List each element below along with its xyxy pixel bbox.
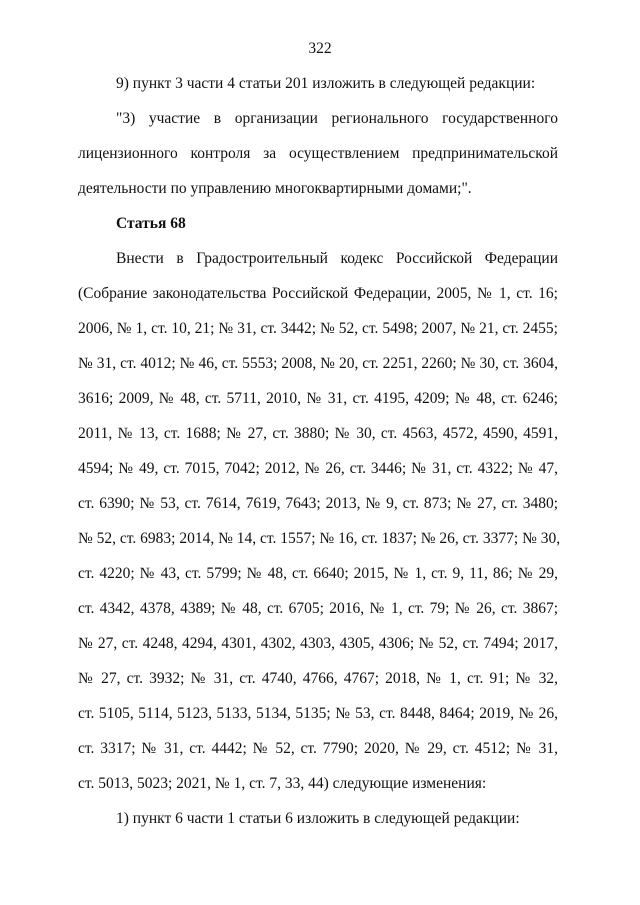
text-line: ст. 3317; № 31, ст. 4442; № 52, ст. 7790; 2020, № 29, ст. 4512; № 31, bbox=[78, 740, 558, 757]
text-line: № 52, ст. 6983; 2014, № 14, ст. 1557; № 16, ст. 1837; № 26, ст. 3377; № 30, bbox=[78, 530, 561, 547]
text-line: ст. 5105, 5114, 5123, 5133, 5134, 5135; № 53, ст. 8448, 8464; 2019, № 26, bbox=[78, 705, 558, 722]
text-line: 1) пункт 6 части 1 статьи 6 изложить в следующей редакции: bbox=[116, 810, 520, 827]
text-line: 2011, № 13, ст. 1688; № 27, ст. 3880; № 30, ст. 4563, 4572, 4590, 4591, bbox=[78, 425, 558, 442]
text-line: лицензионного контроля за осуществлением предпринимательской bbox=[78, 145, 558, 162]
text-line: Внести в Градостроительный кодекс Российской Федерации bbox=[116, 250, 558, 267]
article-heading: Статья 68 bbox=[116, 215, 186, 232]
text-line: 3616; 2009, № 48, ст. 5711, 2010, № 31, ст. 4195, 4209; № 48, ст. 6246; bbox=[78, 390, 558, 407]
text-line: 4594; № 49, ст. 7015, 7042; 2012, № 26, ст. 3446; № 31, ст. 4322; № 47, bbox=[78, 460, 558, 477]
text-line: (Собрание законодательства Российской Федерации, 2005, № 1, ст. 16; bbox=[78, 285, 558, 302]
text-line: ст. 6390; № 53, ст. 7614, 7619, 7643; 2013, № 9, ст. 873; № 27, ст. 3480; bbox=[78, 495, 558, 512]
text-line: ст. 4342, 4378, 4389; № 48, ст. 6705; 2016, № 1, ст. 79; № 26, ст. 3867; bbox=[78, 600, 558, 617]
text-line: "3) участие в организации регионального государственного bbox=[116, 110, 558, 127]
text-line: ст. 4220; № 43, ст. 5799; № 48, ст. 6640; 2015, № 1, ст. 9, 11, 86; № 29, bbox=[78, 565, 558, 582]
text-line: № 31, ст. 4012; № 46, ст. 5553; 2008, № 20, ст. 2251, 2260; № 30, ст. 3604, bbox=[78, 355, 558, 372]
text-line: 9) пункт 3 части 4 статьи 201 изложить в следующей редакции: bbox=[116, 75, 536, 92]
text-line: № 27, ст. 4248, 4294, 4301, 4302, 4303, 4305, 4306; № 52, ст. 7494; 2017, bbox=[78, 635, 558, 652]
text-line: деятельности по управлению многоквартирными домами;". bbox=[78, 180, 472, 197]
page-number: 322 bbox=[308, 40, 332, 57]
text-line: № 27, ст. 3932; № 31, ст. 4740, 4766, 4767; 2018, № 1, ст. 91; № 32, bbox=[78, 670, 558, 687]
text-line: ст. 5013, 5023; 2021, № 1, ст. 7, 33, 44) следующие изменения: bbox=[78, 775, 487, 792]
text-line: 2006, № 1, ст. 10, 21; № 31, ст. 3442; № 52, ст. 5498; 2007, № 21, ст. 2455; bbox=[78, 320, 558, 337]
